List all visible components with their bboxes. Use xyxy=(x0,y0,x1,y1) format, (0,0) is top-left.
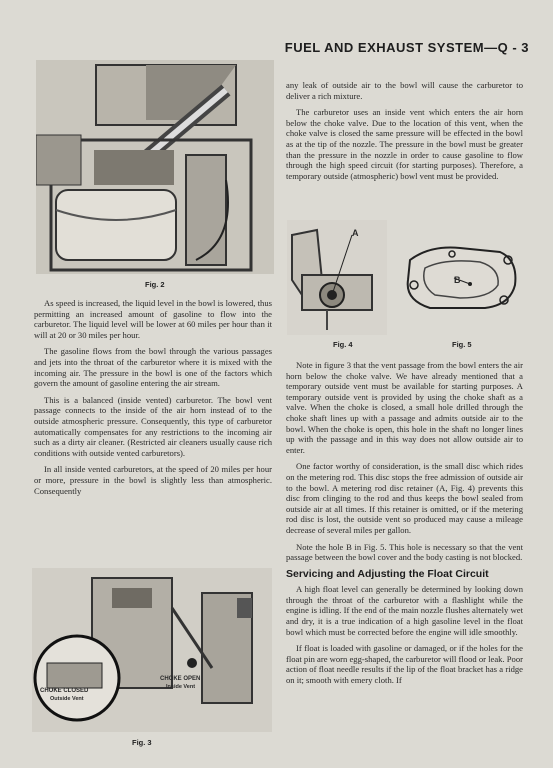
paragraph: The carburetor uses an inside vent which enters the air horn below the choke valve. Due to the location of this vent, when the choke valve is closed the same pressure will be effected in the bowl as at the tip of the nozzle. The pressure in the bowl must be greater than the pressure in the nozzle in order to cause gasoline to flow through the high speed circuit (for starting purposes). Therefore, a temporary outside (atmospheric) bowl vent must be provided. xyxy=(286,107,523,181)
fig3-choke-closed-label: CHOKE CLOSED xyxy=(40,688,89,694)
paragraph: any leak of outside air to the bowl will cause the carburetor to deliver a rich mixture. xyxy=(286,80,523,101)
fig5-label-b: B xyxy=(454,275,461,285)
fig3-choke-open-label: CHOKE OPEN xyxy=(160,676,201,682)
paragraph: One factor worthy of consideration, is the small disc which rides on the metering rod. This disc stops the free admission of outside air to the bowl. A metering rod disc retainer (A, Fig. 4) prevents this disc from clinging to the rod and thus keeps the bowl sealed from outside air at all times. If this retainer is omitted, or if the metering rod disc is lost, the outside vent so produced may cause a mileage decrease of several miles per gallon. xyxy=(286,461,523,535)
fig4-caption: Fig. 4 xyxy=(333,340,353,349)
paragraph: If float is loaded with gasoline or damaged, or if the holes for the float pin are worn egg-shaped, the carburetor will flood or leak. Poor action of float needle results if the lip of the float bracket has a ridge on it; smooth with emery cloth. If xyxy=(286,643,523,686)
fig3-caption: Fig. 3 xyxy=(132,738,152,747)
right-column-top-text xyxy=(286,80,523,187)
right-column-lower-text xyxy=(286,360,523,692)
fig4-label-a: A xyxy=(352,228,359,238)
fig2-caption: Fig. 2 xyxy=(145,280,165,289)
page-header: FUEL AND EXHAUST SYSTEM—Q - 3 xyxy=(284,40,529,55)
paragraph: The gasoline flows from the bowl through the various passages and jets into the throat of the carburetor where it is mixed with the incoming air. The pressure in the bowl is one of the factors which govern the amount of gasoline entering the air stream. xyxy=(34,346,272,389)
left-column-text xyxy=(34,298,272,502)
fig3-outside-vent-label: Outside Vent xyxy=(50,696,84,702)
fig4-metering-rod-retainer xyxy=(287,220,387,335)
section-heading: Servicing and Adjusting the Float Circuit xyxy=(286,567,489,580)
paragraph: As speed is increased, the liquid level in the bowl is lowered, thus permitting an increased amount of gasoline to flow into the carburetor. The liquid level will be lower at 60 miles per hour than it will at 20 or 30 miles per hour. xyxy=(34,298,272,340)
fig2-carburetor-cutaway xyxy=(36,60,274,274)
fig3-choke-vent-diagram xyxy=(32,568,272,732)
fig5-caption: Fig. 5 xyxy=(452,340,472,349)
paragraph: This is a balanced (inside vented) carburetor. The bowl vent passage connects to the inside of the air horn instead of to the outside atmospheric pressure. Consequently, this type of carburetor automatically compensates for any restrictions to the incoming air such as a dirty air cleaner. (Restricted air cleaners usually cause rich conditions with outside vented carburetors). xyxy=(34,394,272,458)
paragraph: A high float level can generally be determined by looking down through the throat of the carburetor with a flashlight while the engine is idling. If the end of the main nozzle flushes alternately wet and dry, it is a true indication of a high gasoline level in the float bowl which must be corrected before the engine will idle smoothly. xyxy=(286,584,523,637)
fig3-inside-vent-label: Inside Vent xyxy=(166,684,196,690)
paragraph: Note in figure 3 that the vent passage from the bowl enters the air horn below the choke valve. We have already mentioned that a temporary outside vent must be available for starting purposes. A temporary outside vent is provided by using the choke shaft as a valve. When the choke is closed, a small hole drilled through the choke shaft lines up with a passage and admits outside air to the bowl. When the choke is open, this hole in the shaft no longer lines up with the passage and in this way does not allow outside air to enter. xyxy=(286,360,523,455)
fig5-bowl-cover-gasket xyxy=(400,240,522,315)
paragraph: Note the hole B in Fig. 5. This hole is necessary so that the vent passage between the bowl cover and the body casting is not blocked. xyxy=(286,541,523,563)
paragraph: In all inside vented carburetors, at the speed of 20 miles per hour or more, pressure in the bowl is slightly less than atmospheric. Consequently xyxy=(34,464,272,496)
